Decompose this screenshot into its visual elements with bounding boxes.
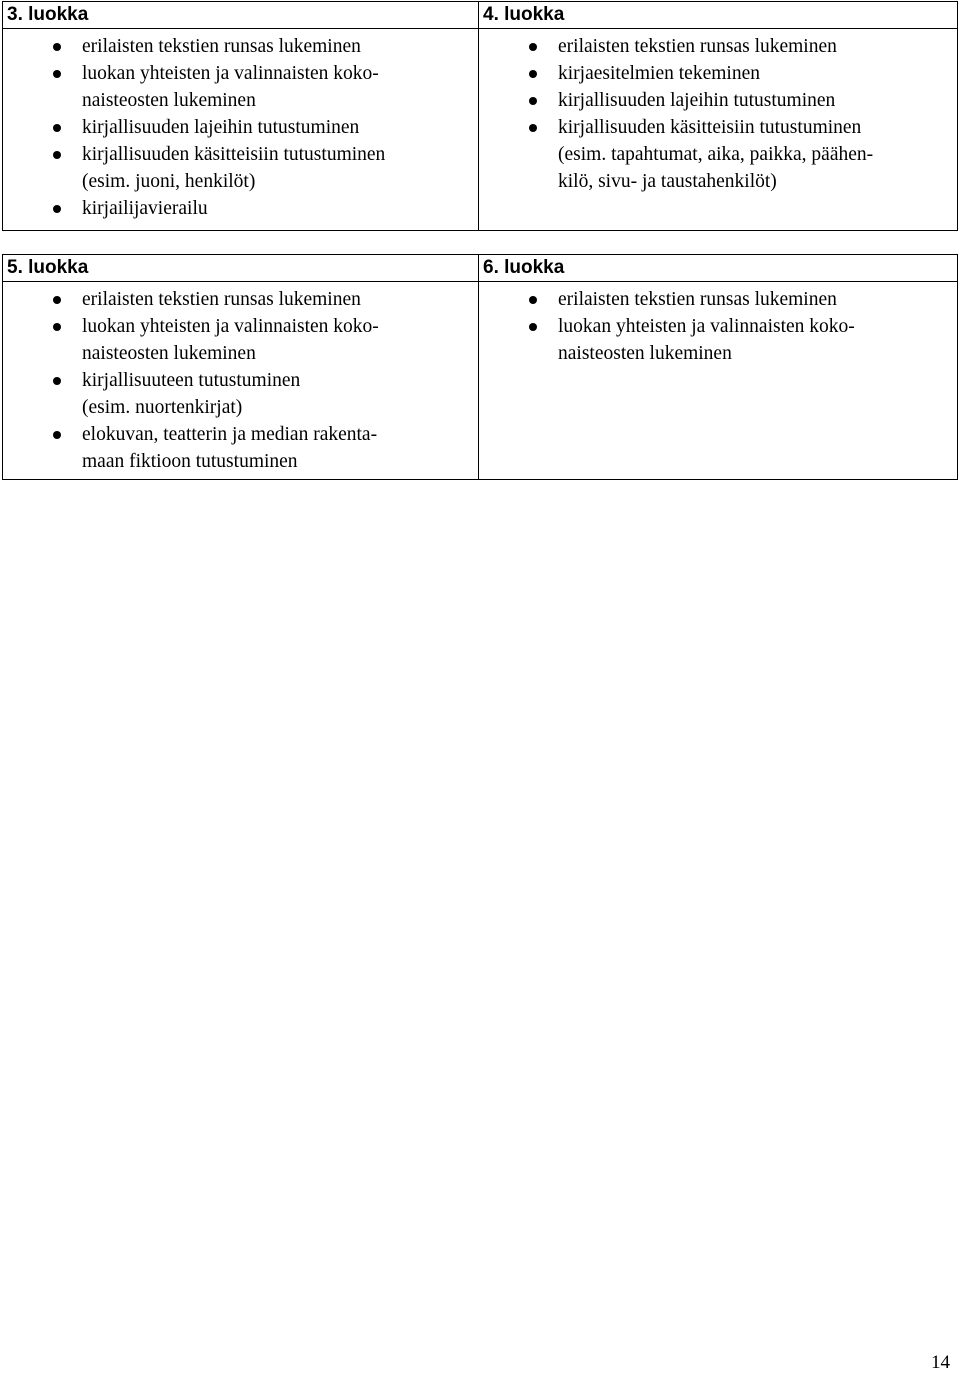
bullet-icon [529, 124, 537, 132]
list-item-text: luokan yhteisten ja valinnaisten koko- [558, 316, 855, 337]
list-item-text: (esim. tapahtumat, aika, paikka, päähen- [558, 144, 874, 165]
list-item-text: kilö, sivu- ja taustahenkilöt) [558, 171, 777, 192]
list-item [3, 313, 478, 367]
bullet-icon [529, 296, 537, 304]
list-item-text: naisteosten lukeminen [558, 343, 732, 364]
bullet-icon [53, 151, 61, 159]
list-item [479, 114, 957, 195]
list-item [479, 87, 957, 114]
list-item-text: erilaisten tekstien runsas lukeminen [82, 289, 361, 310]
grade-5-list [3, 286, 478, 475]
list-item-text: erilaisten tekstien runsas lukeminen [558, 289, 837, 310]
list-item-text: naisteosten lukeminen [82, 343, 256, 364]
list-item [3, 286, 478, 313]
list-item-text: elokuvan, teatterin ja median rakenta- [82, 424, 378, 445]
page-number: 14 [931, 1352, 950, 1373]
bullet-icon [53, 205, 61, 213]
grade-6-heading: 6. luokka [479, 255, 958, 282]
bullet-icon [53, 43, 61, 51]
bullet-icon [53, 296, 61, 304]
grade-4-content [479, 29, 958, 231]
list-item-text: erilaisten tekstien runsas lukeminen [82, 36, 361, 57]
bullet-icon [53, 124, 61, 132]
list-item [479, 60, 957, 87]
grade-table-3-4 [2, 1, 958, 231]
list-item [3, 33, 478, 60]
bullet-icon [53, 431, 61, 439]
bullet-icon [529, 323, 537, 331]
grade-3-heading: 3. luokka [3, 2, 479, 29]
list-item-text: (esim. nuortenkirjat) [82, 397, 243, 418]
list-item-text: luokan yhteisten ja valinnaisten koko- [82, 316, 379, 337]
grade-5-heading: 5. luokka [3, 255, 479, 282]
list-item-text: erilaisten tekstien runsas lukeminen [558, 36, 837, 57]
list-item-text: kirjallisuuteen tutustuminen [82, 370, 301, 391]
bullet-icon [53, 70, 61, 78]
list-item [479, 286, 957, 313]
list-item-text: kirjallisuuden lajeihin tutustuminen [558, 90, 836, 111]
grade-3-list [3, 33, 478, 222]
list-item [3, 421, 478, 475]
list-item [479, 313, 957, 367]
grade-table-5-6 [2, 254, 958, 480]
list-item-text: (esim. juoni, henkilöt) [82, 171, 256, 192]
bullet-icon [529, 97, 537, 105]
list-item-text: naisteosten lukeminen [82, 90, 256, 111]
list-item [3, 141, 478, 195]
list-item-text: kirjaesitelmien tekeminen [558, 63, 760, 84]
list-item [479, 33, 957, 60]
bullet-icon [53, 323, 61, 331]
list-item [3, 367, 478, 421]
list-item-text: luokan yhteisten ja valinnaisten koko- [82, 63, 379, 84]
bullet-icon [529, 43, 537, 51]
grade-6-list [479, 286, 957, 367]
list-item-text: kirjallisuuden käsitteisiin tutustuminen [82, 144, 386, 165]
grade-4-list [479, 33, 957, 195]
list-item-text: maan fiktioon tutustuminen [82, 451, 298, 472]
list-item-text: kirjailijavierailu [82, 198, 208, 219]
list-item [3, 60, 478, 114]
grade-3-content [3, 29, 479, 231]
list-item-text: kirjallisuuden käsitteisiin tutustuminen [558, 117, 862, 138]
list-item-text: kirjallisuuden lajeihin tutustuminen [82, 117, 360, 138]
grade-6-content [479, 282, 958, 480]
list-item [3, 195, 478, 222]
grade-4-heading: 4. luokka [479, 2, 958, 29]
bullet-icon [529, 70, 537, 78]
grade-5-content [3, 282, 479, 480]
list-item [3, 114, 478, 141]
bullet-icon [53, 377, 61, 385]
